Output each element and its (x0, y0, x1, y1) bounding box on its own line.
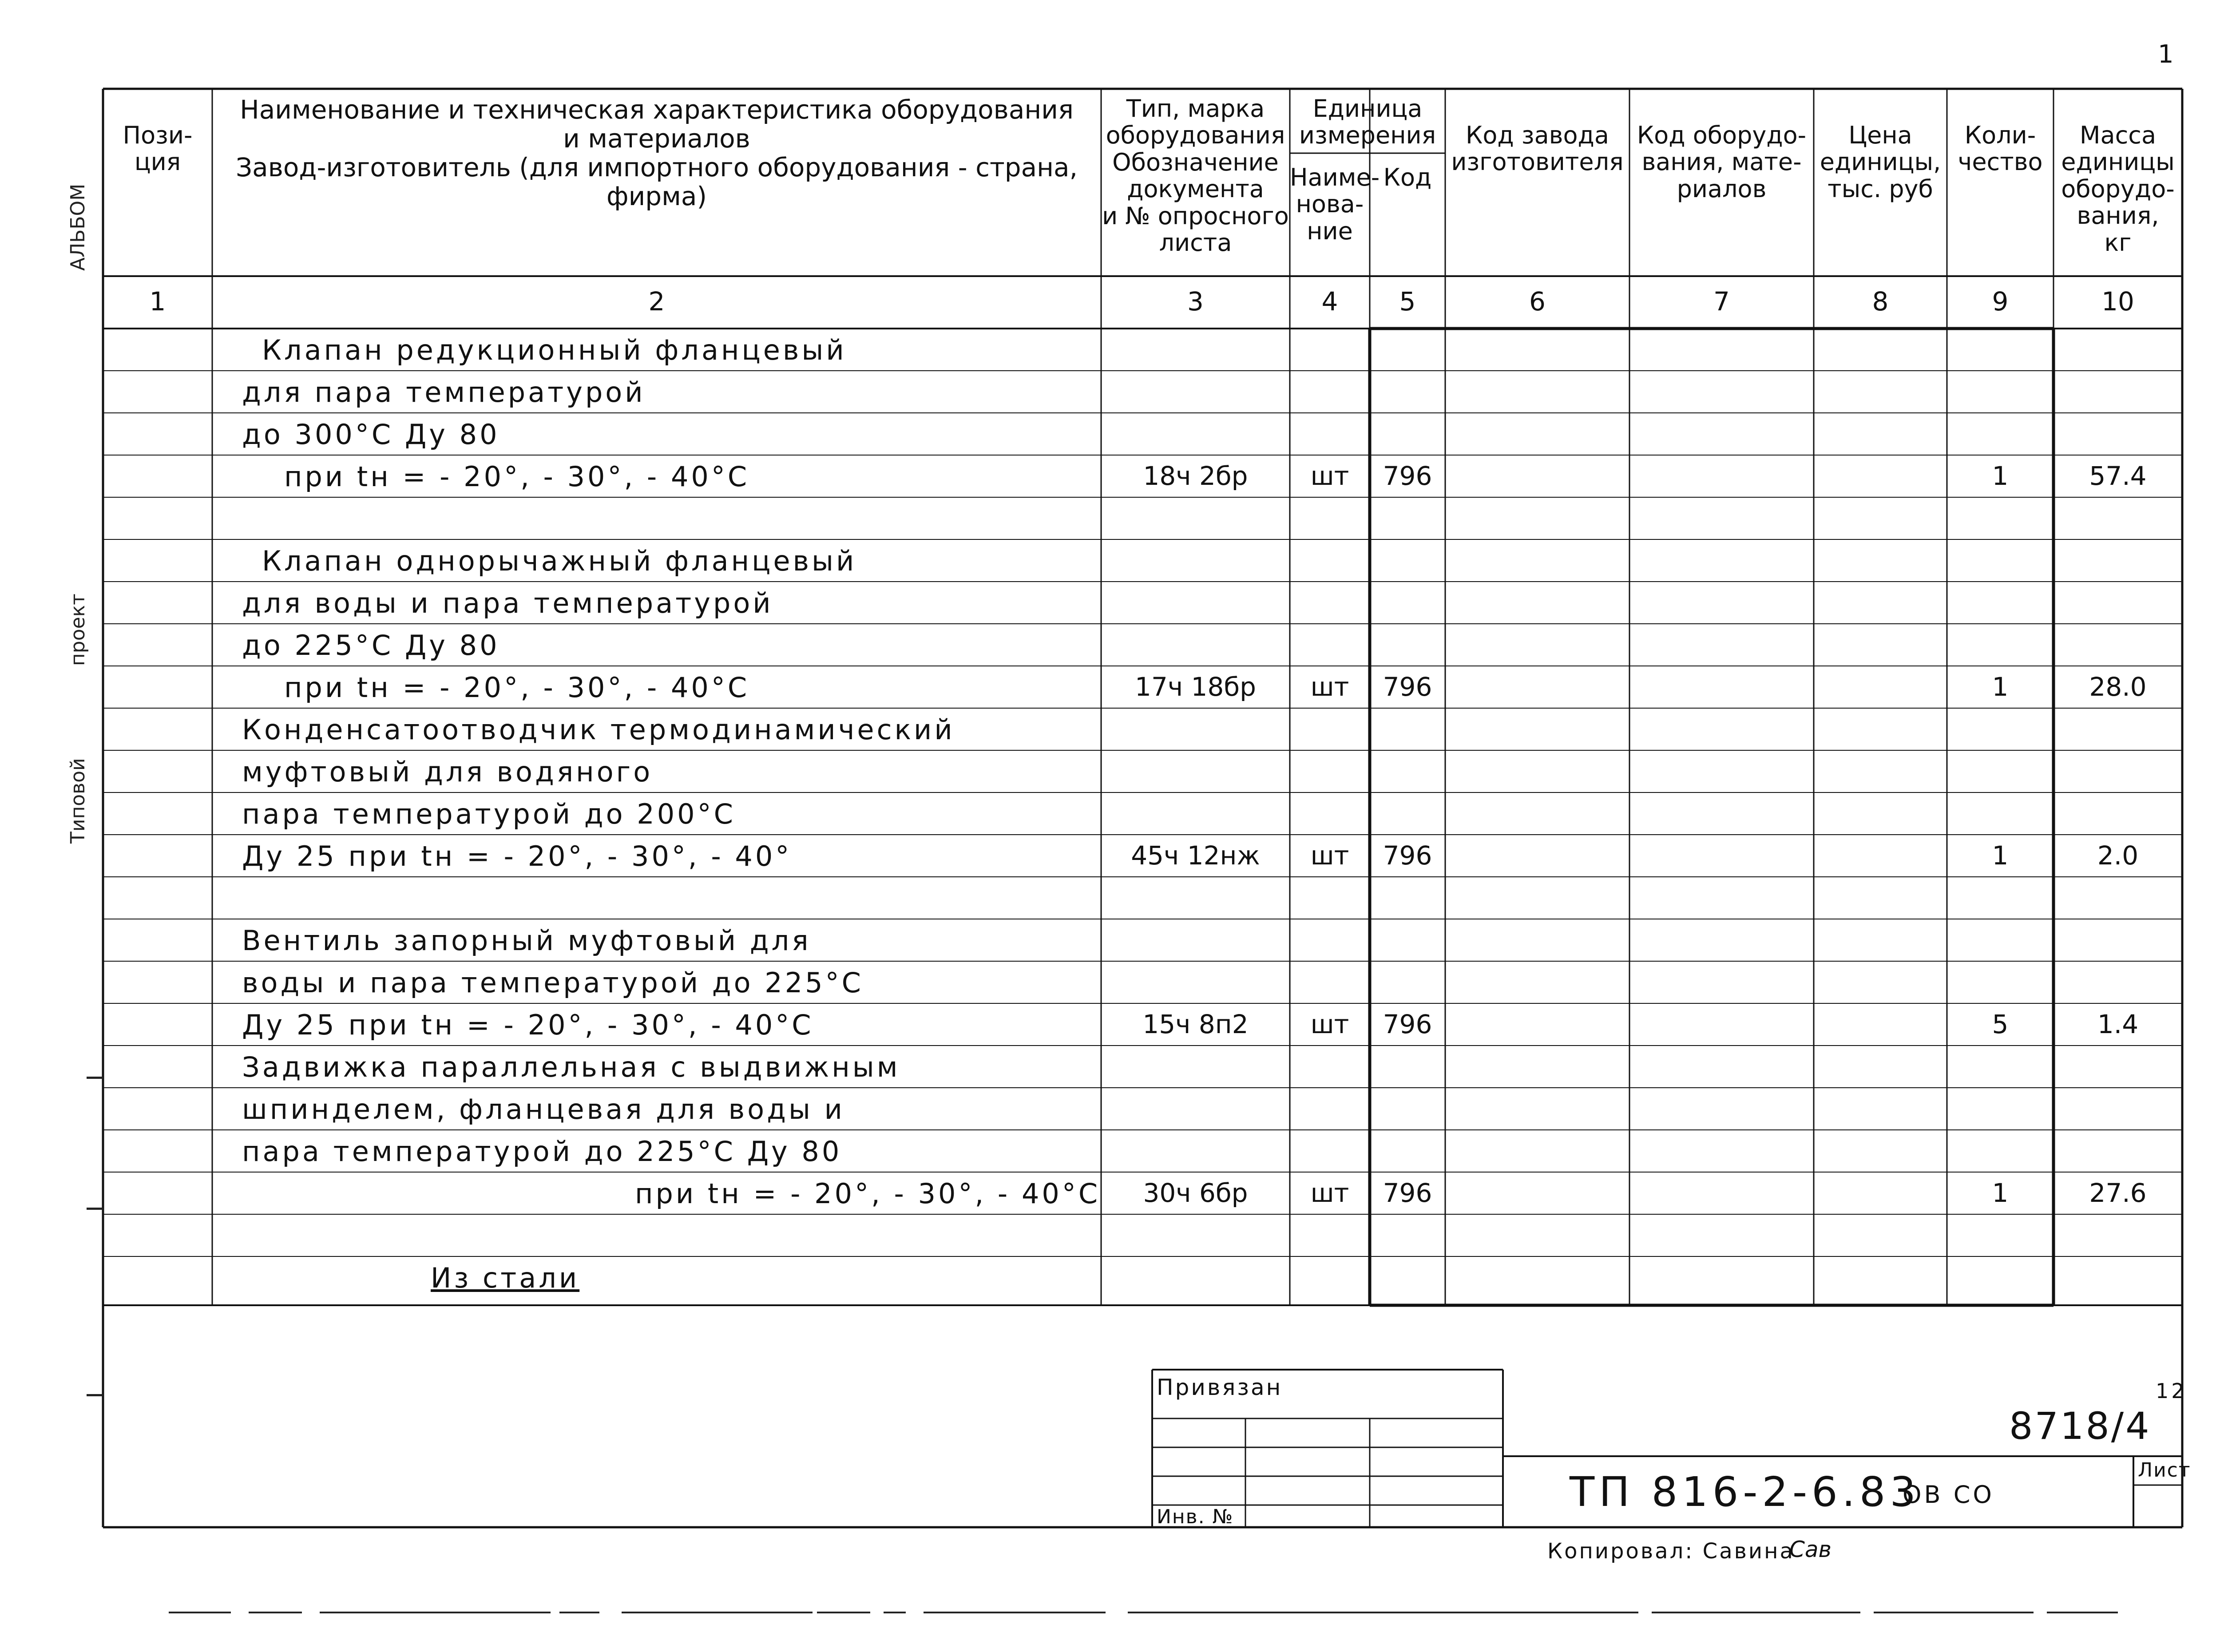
inventory-label: Инв. № (1157, 1505, 1234, 1528)
cell-c4: шт (1310, 672, 1349, 702)
column-number-4: 4 (1321, 286, 1338, 317)
column-header-7: Код оборудо- вания, мате- риалов (1637, 121, 1807, 203)
item-description: пара температурой до 225°С Ду 80 (242, 1135, 842, 1168)
cell-c5: 796 (1383, 461, 1432, 491)
item-description: Ду 25 при tн = - 20°, - 30°, - 40°С (242, 1009, 814, 1041)
column-number-7: 7 (1713, 286, 1730, 317)
trim-line (622, 1612, 813, 1613)
cell-c3: 45ч 12нж (1131, 840, 1260, 871)
column-number-10: 10 (2101, 286, 2134, 317)
cell-c5: 796 (1383, 840, 1432, 871)
trim-line (320, 1612, 551, 1613)
copied-by-label: Копировал: Савина (1547, 1539, 1795, 1564)
unit-group-header: Единица измерения (1299, 95, 1436, 150)
trim-line (1128, 1612, 1638, 1613)
item-description: Ду 25 при tн = - 20°, - 30°, - 40° (242, 840, 792, 872)
item-description: для пара температурой (242, 376, 646, 408)
cell-c3: 17ч 18бр (1135, 672, 1256, 702)
archive-superscript: 12 (2156, 1379, 2187, 1403)
column-number-3: 3 (1187, 286, 1204, 317)
item-description: пара температурой до 200°С (242, 798, 736, 830)
column-number-5: 5 (1399, 286, 1416, 317)
column-header-3: Тип, марка оборудования Обозначение документа и № опросного листа (1102, 95, 1289, 257)
edge-tick (87, 1077, 103, 1079)
cell-c4: шт (1310, 1178, 1349, 1208)
trim-line (1874, 1612, 2034, 1613)
item-description: Задвижка параллельная с выдвижным (242, 1051, 900, 1083)
sheet-label: Лист (2138, 1459, 2191, 1482)
column-header-9: Коли- чество (1958, 121, 2043, 176)
archive-number: 8718/4 (2009, 1404, 2151, 1448)
item-description: Из стали (431, 1262, 580, 1294)
item-description: Клапан редукционный фланцевый (262, 334, 847, 366)
column-header-2: Наименование и техническая характеристика оборудования и материалов Завод-изготовитель (для импортного оборудования - страна, фирма) (235, 95, 1078, 211)
cell-c9: 5 (1992, 1009, 2009, 1039)
column-number-1: 1 (149, 286, 166, 317)
trim-line (559, 1612, 599, 1613)
item-description: для воды и пара температурой (242, 587, 773, 619)
trim-line (2047, 1612, 2118, 1613)
item-description: при tн = - 20°, - 30°, - 40°С (284, 671, 750, 704)
item-description: при tн = - 20°, - 30°, - 40°С (284, 460, 750, 493)
page-corner-mark: 1 (2158, 40, 2176, 69)
cell-c9: 1 (1992, 461, 2009, 491)
document-suffix: ОВ СО (1903, 1481, 1994, 1509)
item-description: воды и пара температурой до 225°С (242, 967, 864, 999)
privyazan-label: Привязан (1157, 1375, 1283, 1400)
column-header-1: Пози- ция (123, 121, 193, 176)
item-description: до 225°С Ду 80 (242, 629, 500, 662)
project-side-label: проект (67, 594, 89, 666)
edge-tick (87, 1208, 103, 1210)
edge-tick (87, 1394, 103, 1396)
album-side-label: АЛЬБОМ (67, 183, 89, 271)
column-header-4: Наиме- нова- ние (1290, 163, 1380, 245)
item-description: до 300°С Ду 80 (242, 418, 500, 451)
trim-line (1652, 1612, 1860, 1613)
column-header-5: Код (1383, 163, 1432, 191)
trim-line (817, 1612, 870, 1613)
item-description: Конденсатоотводчик термодинамический (242, 713, 955, 746)
trim-line (924, 1612, 1106, 1613)
column-number-9: 9 (1992, 286, 2009, 317)
item-description: при tн = - 20°, - 30°, - 40°С (635, 1177, 1101, 1210)
cell-c5: 796 (1383, 672, 1432, 702)
trim-line (884, 1612, 906, 1613)
column-header-10: Масса единицы оборудо- вания, кг (2061, 121, 2175, 257)
signature: Сав (1789, 1537, 1832, 1562)
cell-c5: 796 (1383, 1009, 1432, 1039)
cell-c4: шт (1310, 461, 1349, 491)
cell-c9: 1 (1992, 672, 2009, 702)
typical-side-label: Типовой (67, 758, 89, 844)
cell-c10: 1.4 (2097, 1009, 2139, 1039)
cell-c4: шт (1310, 1009, 1349, 1039)
item-description: Вентиль запорный муфтовый для (242, 924, 811, 957)
cell-c5: 796 (1383, 1178, 1432, 1208)
cell-c9: 1 (1992, 1178, 2009, 1208)
column-number-2: 2 (648, 286, 665, 317)
cell-c10: 27.6 (2089, 1178, 2147, 1208)
column-number-6: 6 (1529, 286, 1546, 317)
trim-line (249, 1612, 302, 1613)
column-header-6: Код завода изготовителя (1451, 121, 1624, 176)
item-description: муфтовый для водяного (242, 756, 653, 788)
trim-line (169, 1612, 231, 1613)
cell-c9: 1 (1992, 840, 2009, 871)
cell-c10: 28.0 (2089, 672, 2147, 702)
cell-c10: 2.0 (2097, 840, 2139, 871)
cell-c3: 18ч 2бр (1143, 461, 1248, 491)
item-description: Клапан однорычажный фланцевый (262, 545, 857, 577)
cell-c3: 15ч 8п2 (1142, 1009, 1249, 1039)
column-header-8: Цена единицы, тыс. руб (1820, 121, 1941, 203)
cell-c10: 57.4 (2089, 461, 2147, 491)
document-code: ТП 816-2-6.83 (1570, 1468, 1920, 1516)
column-number-8: 8 (1872, 286, 1889, 317)
cell-c3: 30ч 6бр (1143, 1178, 1248, 1208)
cell-c4: шт (1310, 840, 1349, 871)
item-description: шпинделем, фланцевая для воды и (242, 1093, 845, 1125)
